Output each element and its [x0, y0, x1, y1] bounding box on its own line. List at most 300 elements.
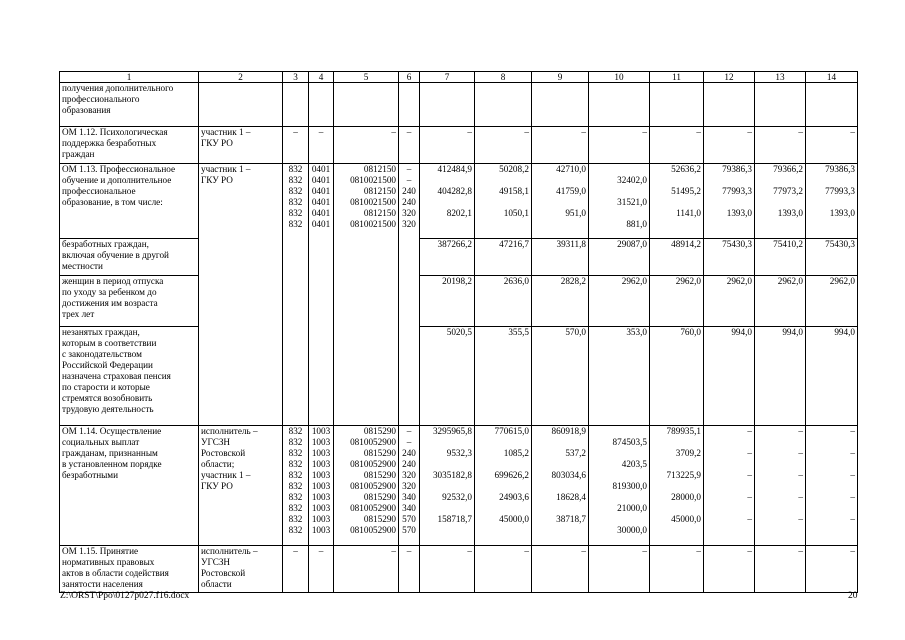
cell-line: УГСЗН	[201, 437, 231, 447]
cell-line: 0810052900	[350, 481, 396, 491]
cell-line: безработных граждан,	[62, 239, 149, 249]
cell-line	[652, 219, 701, 230]
cell-line: –	[747, 426, 752, 436]
cell-line: 79366,2	[773, 164, 803, 174]
cell-line: 819300,0	[612, 481, 647, 491]
cell-line	[757, 481, 803, 492]
cell-line	[652, 197, 701, 208]
amount-col9-cell	[532, 239, 589, 276]
cell-line: 340	[402, 492, 416, 502]
cell-line: 832	[288, 219, 303, 229]
table-row-om-1-13	[60, 164, 858, 239]
amount-col9-cell	[532, 327, 589, 426]
cell-line: 52636,2	[671, 164, 701, 174]
cell-line: 0401	[311, 208, 331, 218]
responsible-cell	[199, 546, 283, 593]
cell-line: 0810021500	[350, 197, 396, 207]
cell-line: –	[798, 546, 803, 556]
cell-line	[422, 197, 472, 208]
cell-line: 770615,0	[494, 426, 529, 436]
csr-cell	[334, 546, 399, 593]
cell-line: 1050,1	[503, 208, 529, 218]
cell-line: нормативных правовых	[62, 557, 155, 567]
cell-line: ГКУ РО	[201, 138, 233, 148]
cell-line: по старости и которые	[62, 382, 150, 392]
cell-line: исполнитель –	[201, 426, 258, 436]
cell-line: 0815290	[363, 492, 396, 502]
cell-line: трех лет	[62, 309, 95, 319]
cell-line: 1003	[311, 514, 331, 524]
cell-line: граждан	[62, 149, 95, 159]
cell-line: 1003	[311, 525, 331, 535]
amount-col14-cell	[806, 426, 858, 546]
amount-col12-cell	[704, 426, 755, 546]
cell-line: 0815290	[363, 448, 396, 458]
column-number-row	[60, 72, 858, 83]
page-number: 20	[848, 591, 858, 601]
cell-line: УГСЗН	[201, 557, 231, 567]
description-cell	[60, 426, 199, 546]
cell-line: 832	[288, 448, 303, 458]
cell-line: –	[696, 546, 701, 556]
cell-line: обучение и дополнительное	[62, 175, 172, 185]
cell-line: включая обучение в другой	[62, 250, 169, 260]
amount-col7-cell	[420, 546, 475, 593]
cell-line: 0810052900	[350, 437, 396, 447]
cell-line: 32402,0	[617, 175, 647, 185]
cell-line: –	[850, 426, 855, 436]
cell-line: 832	[288, 426, 303, 436]
cell-line: –	[747, 546, 752, 556]
table-row-om-1-13-maternity	[60, 276, 858, 327]
amount-col12-cell	[704, 83, 755, 127]
cell-line	[808, 175, 855, 186]
amount-col10-cell	[589, 164, 650, 239]
cell-line: 0815290	[363, 426, 396, 436]
cell-line: 0810021500	[350, 175, 396, 185]
cell-line: 79386,3	[722, 164, 752, 174]
grbs-cell	[283, 83, 309, 127]
cell-line: –	[798, 470, 803, 480]
cell-line: 0401	[311, 197, 331, 207]
cell-line: гражданам, признанным	[62, 448, 158, 458]
cell-line: 75430,3	[722, 239, 752, 249]
cell-line: 832	[288, 514, 303, 524]
cell-line: 951,0	[565, 208, 586, 218]
amount-col9-cell	[532, 276, 589, 327]
cell-line: занятости населения	[62, 579, 143, 589]
amount-col13-cell	[755, 239, 806, 276]
cell-line: –	[524, 546, 529, 556]
vr-cell	[399, 164, 420, 426]
cell-line: 30000,0	[617, 525, 647, 535]
vr-cell	[399, 83, 420, 127]
rzpr-cell	[309, 83, 334, 127]
cell-line: 1085,2	[503, 448, 529, 458]
cell-line: 21000,0	[617, 503, 647, 513]
cell-line: 0810052900	[350, 459, 396, 469]
cell-line	[477, 525, 529, 536]
cell-line: которым в соответствии	[62, 338, 157, 348]
cell-line	[422, 459, 472, 470]
cell-line	[652, 525, 701, 536]
amount-col7-cell	[420, 327, 475, 426]
cell-line: –	[581, 127, 586, 137]
cell-line: 158718,7	[437, 514, 472, 524]
cell-line	[591, 492, 647, 503]
cell-line: Российской Федерации	[62, 360, 153, 370]
table-row-om-1-12	[60, 127, 858, 164]
cell-line: –	[798, 426, 803, 436]
cell-line: местности	[62, 261, 103, 271]
amount-col8-cell	[475, 239, 532, 276]
cell-line: участник 1 –	[201, 127, 251, 137]
cell-line: –	[747, 127, 752, 137]
cell-line	[706, 503, 752, 514]
amount-col14-cell	[806, 127, 858, 164]
amount-col10-cell	[589, 276, 650, 327]
column-number: 13	[755, 72, 806, 83]
cell-line: –	[747, 448, 752, 458]
cell-line: 1003	[311, 492, 331, 502]
cell-line: –	[850, 546, 855, 556]
responsible-cell	[199, 127, 283, 164]
cell-line: –	[747, 492, 752, 502]
cell-line	[652, 459, 701, 470]
amount-col7-cell	[420, 239, 475, 276]
cell-line: 3295965,8	[432, 426, 472, 436]
cell-line: стремятся возобновить	[62, 393, 153, 403]
csr-cell	[334, 426, 399, 546]
cell-line: 832	[288, 437, 303, 447]
cell-line	[422, 503, 472, 514]
cell-line: 24903,6	[499, 492, 529, 502]
cell-line: 713225,9	[666, 470, 701, 480]
column-number: 12	[704, 72, 755, 83]
cell-line: 0810052900	[350, 525, 396, 535]
csr-cell	[334, 164, 399, 426]
cell-line: 45000,0	[499, 514, 529, 524]
amount-col14-cell	[806, 546, 858, 593]
amount-col8-cell	[475, 164, 532, 239]
cell-line: 320	[402, 208, 416, 218]
table-row-om-1-11-continued	[60, 83, 858, 127]
amount-col10-cell	[589, 327, 650, 426]
column-number: 2	[199, 72, 283, 83]
cell-line: –	[406, 175, 412, 185]
amount-col7-cell	[420, 164, 475, 239]
cell-line: актов в области содействия	[62, 568, 169, 578]
column-number: 14	[806, 72, 858, 83]
cell-line: 39311,8	[556, 239, 586, 249]
rzpr-cell	[309, 546, 334, 593]
table-row-om-1-14	[60, 426, 858, 546]
amount-col11-cell	[650, 83, 704, 127]
table-row-om-1-13-pensioners	[60, 327, 858, 426]
amount-col8-cell	[475, 546, 532, 593]
cell-line: 353,0	[626, 327, 647, 337]
cell-line: 570,0	[565, 327, 586, 337]
cell-line: 1003	[311, 459, 331, 469]
responsible-cell	[199, 164, 283, 426]
cell-line	[757, 175, 803, 186]
cell-line	[706, 175, 752, 186]
cell-line: 41759,0	[556, 186, 586, 196]
cell-line	[591, 448, 647, 459]
cell-line: –	[524, 127, 529, 137]
cell-line: 75430,3	[825, 239, 855, 249]
cell-line: поддержка безработных	[62, 138, 157, 148]
amount-col8-cell	[475, 127, 532, 164]
cell-line: 0810021500	[350, 219, 396, 229]
cell-line: с законодательством	[62, 349, 142, 359]
column-number: 5	[334, 72, 399, 83]
cell-line	[534, 481, 586, 492]
amount-col11-cell	[650, 327, 704, 426]
cell-line: –	[318, 127, 324, 137]
cell-line: 0812150	[363, 208, 396, 218]
grbs-cell	[283, 127, 309, 164]
cell-line: 832	[288, 208, 303, 218]
cell-line: незанятых граждан,	[62, 327, 140, 337]
cell-line	[534, 525, 586, 536]
cell-line	[706, 481, 752, 492]
description-cell	[60, 83, 199, 127]
cell-line: 832	[288, 459, 303, 469]
cell-line: –	[318, 546, 324, 556]
cell-line	[706, 525, 752, 536]
column-number: 11	[650, 72, 704, 83]
rzpr-cell	[309, 426, 334, 546]
amount-col10-cell	[589, 239, 650, 276]
cell-line	[477, 459, 529, 470]
cell-line	[477, 503, 529, 514]
cell-line: ОМ 1.15. Принятие	[62, 546, 139, 556]
cell-line: 803034,6	[551, 470, 586, 480]
cell-line: 0810052900	[350, 503, 396, 513]
cell-line: 832	[288, 164, 303, 174]
cell-line: 0401	[311, 219, 331, 229]
cell-line	[757, 525, 803, 536]
cell-line	[706, 437, 752, 448]
cell-line: –	[850, 492, 855, 502]
cell-line: –	[798, 127, 803, 137]
amount-col13-cell	[755, 327, 806, 426]
cell-line: 92532,0	[442, 492, 472, 502]
cell-line: получения дополнительного	[62, 83, 174, 93]
cell-line: 1003	[311, 503, 331, 513]
cell-line: 994,0	[834, 327, 855, 337]
cell-line: участник 1 –	[201, 470, 251, 480]
cell-line: 320	[402, 219, 416, 229]
rzpr-cell	[309, 127, 334, 164]
cell-line: –	[581, 546, 586, 556]
cell-line: профессионального	[62, 94, 140, 104]
cell-line: –	[642, 546, 647, 556]
cell-line: 28000,0	[671, 492, 701, 502]
cell-line: образование, в том числе:	[62, 197, 163, 207]
cell-line: 1393,0	[726, 208, 752, 218]
cell-line: 51495,2	[671, 186, 701, 196]
csr-cell	[334, 83, 399, 127]
responsible-cell	[199, 426, 283, 546]
cell-line: 29087,0	[617, 239, 647, 249]
cell-line	[706, 219, 752, 230]
amount-col8-cell	[475, 327, 532, 426]
cell-line	[591, 470, 647, 481]
column-number: 7	[420, 72, 475, 83]
cell-line: 1393,0	[777, 208, 803, 218]
amount-col7-cell	[420, 127, 475, 164]
cell-line	[591, 426, 647, 437]
cell-line: –	[406, 546, 412, 556]
cell-line: 994,0	[782, 327, 803, 337]
cell-line: 0401	[311, 164, 331, 174]
cell-line: 832	[288, 481, 303, 491]
cell-line: 860918,9	[551, 426, 586, 436]
cell-line	[477, 481, 529, 492]
cell-line: 240	[402, 448, 416, 458]
amount-col14-cell	[806, 239, 858, 276]
cell-line: образования	[62, 105, 111, 115]
cell-line: 1003	[311, 481, 331, 491]
cell-line: 2962,0	[621, 276, 647, 286]
column-number: 10	[589, 72, 650, 83]
cell-line: –	[391, 127, 396, 137]
column-number: 9	[532, 72, 589, 83]
amount-col12-cell	[704, 276, 755, 327]
cell-line: –	[850, 514, 855, 524]
cell-line	[757, 503, 803, 514]
cell-line: 0815290	[363, 514, 396, 524]
amount-col13-cell	[755, 83, 806, 127]
cell-line: 0812150	[363, 186, 396, 196]
cell-line: 0401	[311, 175, 331, 185]
description-cell	[60, 239, 199, 276]
amount-col13-cell	[755, 426, 806, 546]
cell-line	[534, 503, 586, 514]
cell-line: в установленном порядке	[62, 459, 162, 469]
cell-line: 832	[288, 492, 303, 502]
amount-col12-cell	[704, 239, 755, 276]
cell-line: 48914,2	[671, 239, 701, 249]
csr-cell	[334, 127, 399, 164]
cell-line: –	[798, 448, 803, 458]
cell-line: –	[696, 127, 701, 137]
cell-line: –	[642, 127, 647, 137]
vr-cell	[399, 546, 420, 593]
cell-line	[652, 437, 701, 448]
cell-line	[477, 437, 529, 448]
amount-col11-cell	[650, 127, 704, 164]
cell-line: ГКУ РО	[201, 481, 233, 491]
grbs-cell	[283, 546, 309, 593]
cell-line: 699626,2	[494, 470, 529, 480]
cell-line	[534, 459, 586, 470]
amount-col10-cell	[589, 426, 650, 546]
cell-line: –	[406, 127, 412, 137]
cell-line: 2962,0	[675, 276, 701, 286]
cell-line: 320	[402, 470, 416, 480]
cell-line	[706, 197, 752, 208]
cell-line: 79386,3	[825, 164, 855, 174]
cell-line: достижения им возраста	[62, 298, 158, 308]
cell-line: 1003	[311, 426, 331, 436]
column-number: 6	[399, 72, 420, 83]
cell-line	[808, 197, 855, 208]
cell-line	[757, 437, 803, 448]
cell-line: 38718,7	[556, 514, 586, 524]
cell-line: 47216,7	[499, 239, 529, 249]
cell-line: 49158,1	[499, 186, 529, 196]
cell-line: исполнитель –	[201, 546, 258, 556]
cell-line: 832	[288, 186, 303, 196]
cell-line: 20198,2	[442, 276, 472, 286]
cell-line: 404282,8	[437, 186, 472, 196]
column-number: 1	[60, 72, 199, 83]
cell-line: –	[406, 426, 412, 436]
cell-line: 994,0	[731, 327, 752, 337]
cell-line	[591, 208, 647, 219]
cell-line	[757, 219, 803, 230]
cell-line: 5020,5	[446, 327, 472, 337]
cell-line: 240	[402, 186, 416, 196]
budget-table	[59, 71, 858, 593]
cell-line	[808, 503, 855, 514]
cell-line: 570	[402, 525, 416, 535]
cell-line: 537,2	[565, 448, 586, 458]
cell-line: профессиональное	[62, 186, 136, 196]
cell-line: 340	[402, 503, 416, 513]
cell-line: участник 1 –	[201, 164, 251, 174]
cell-line: трудовую деятельность	[62, 404, 154, 414]
cell-line	[591, 186, 647, 197]
cell-line: –	[850, 448, 855, 458]
cell-line: –	[798, 492, 803, 502]
cell-line: 832	[288, 503, 303, 513]
description-cell	[60, 127, 199, 164]
rzpr-cell	[309, 164, 334, 426]
cell-line: 0401	[311, 186, 331, 196]
cell-line: 2828,2	[560, 276, 586, 286]
amount-col9-cell	[532, 127, 589, 164]
cell-line: –	[850, 470, 855, 480]
cell-line: –	[798, 514, 803, 524]
cell-line	[422, 175, 472, 186]
amount-col7-cell	[420, 426, 475, 546]
cell-line: 77993,3	[722, 186, 752, 196]
cell-line: 75410,2	[773, 239, 803, 249]
cell-line: 3709,2	[675, 448, 701, 458]
cell-line: 387266,2	[437, 239, 472, 249]
cell-line: –	[293, 127, 298, 137]
cell-line: по уходу за ребенком до	[62, 287, 157, 297]
amount-col9-cell	[532, 426, 589, 546]
cell-line: 1003	[311, 470, 331, 480]
cell-line	[591, 514, 647, 525]
column-number: 4	[309, 72, 334, 83]
cell-line: 1141,0	[676, 208, 701, 218]
amount-col12-cell	[704, 164, 755, 239]
cell-line: 832	[288, 197, 303, 207]
cell-line: 1393,0	[829, 208, 855, 218]
amount-col7-cell	[420, 83, 475, 127]
cell-line	[808, 219, 855, 230]
cell-line: –	[406, 164, 412, 174]
cell-line: 31521,0	[617, 197, 647, 207]
cell-line: области;	[201, 459, 235, 469]
cell-line: –	[391, 546, 396, 556]
